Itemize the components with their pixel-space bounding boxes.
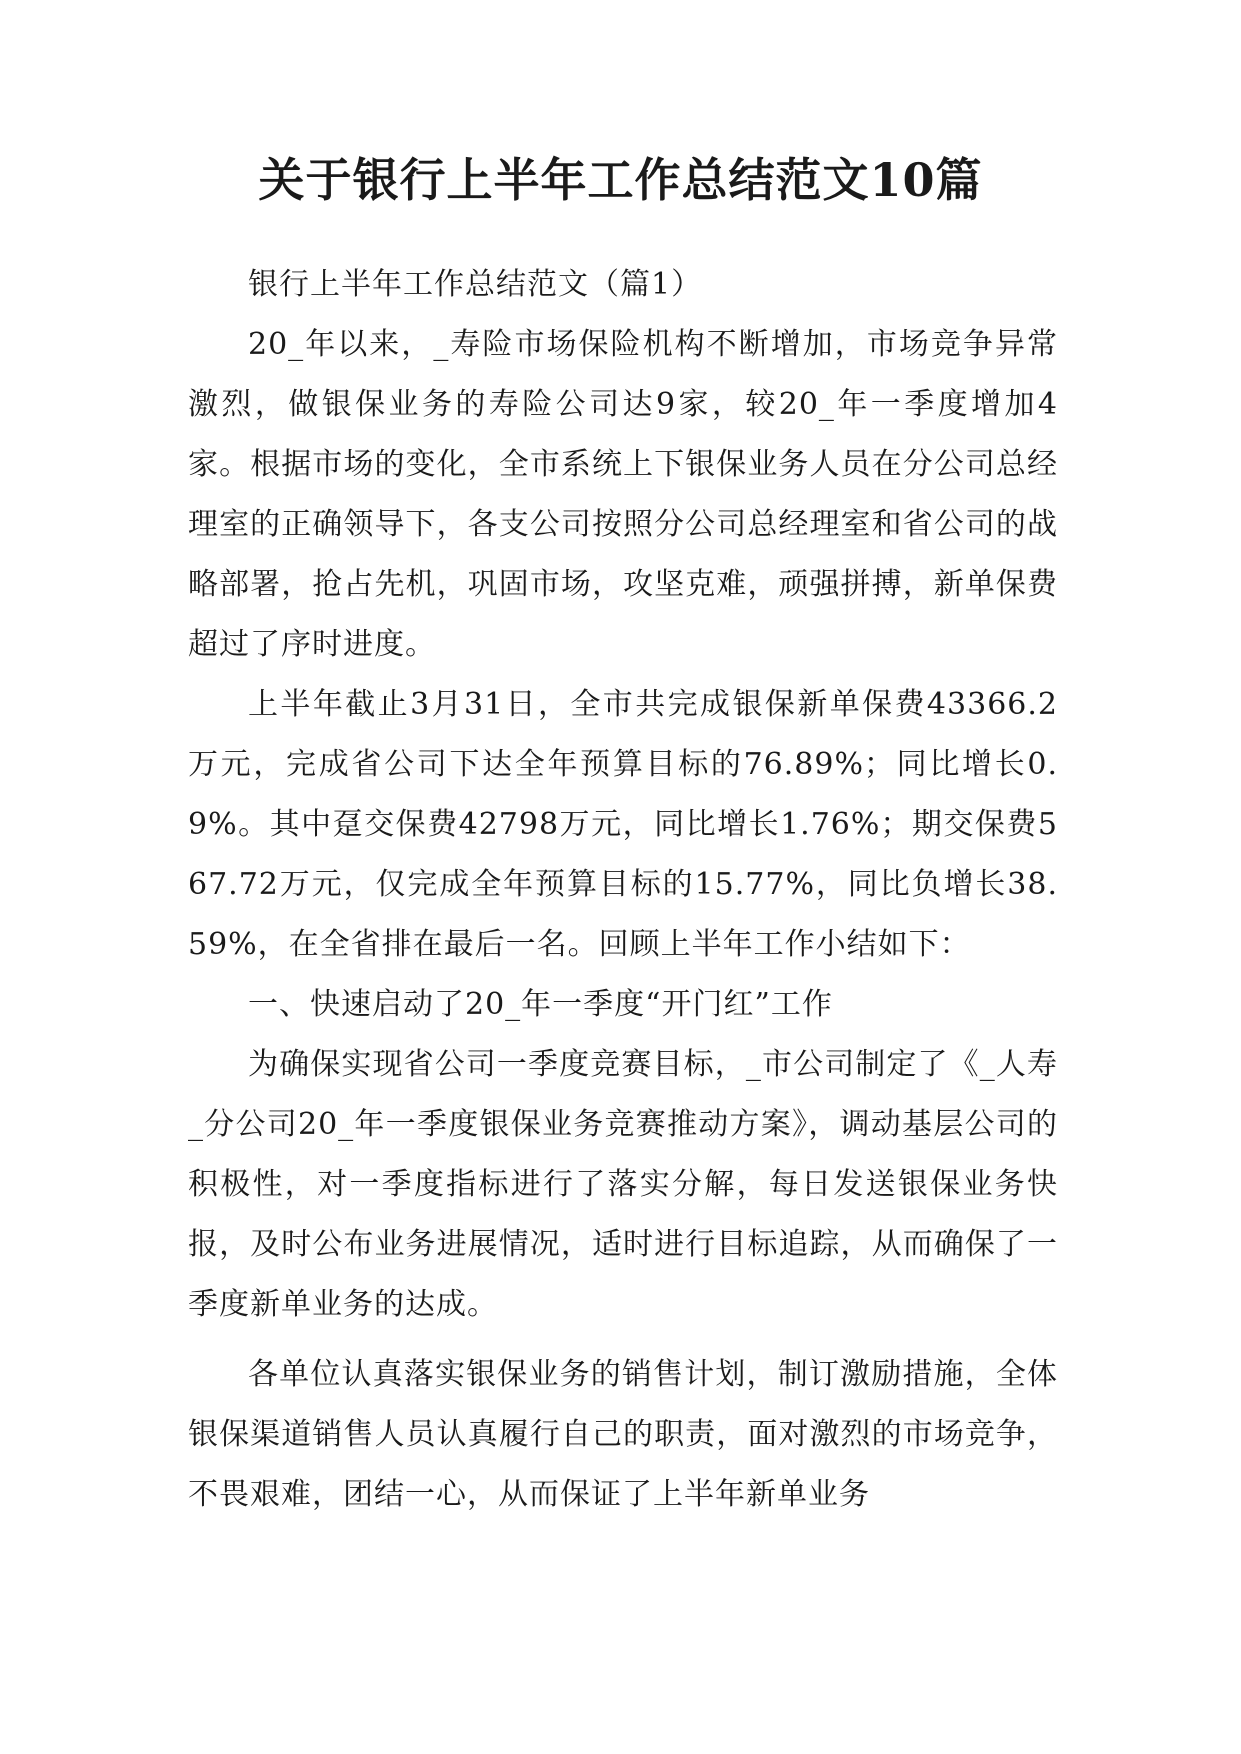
section-heading-article-1: 银行上半年工作总结范文（篇1） [248, 267, 703, 302]
section-heading-1: 一、快速启动了20_年一季度“开门红”工作 [248, 987, 833, 1022]
body-paragraph-1: 20_年以来，_寿险市场保险机构不断增加，市场竞争异常激烈，做银保业务的寿险公司达9家，较20_年一季度增加4家。根据市场的变化，全市系统上下银保业务人员在分公司总经理室的正确领导下，各支公司按照分公司总经理室和省公司的战略部署，抢占先机，巩固市场，攻坚克难，顽强拼搏，新单保费超过了序时进度。 [188, 327, 1058, 662]
document-body [188, 255, 1058, 1525]
body-paragraph-4: 各单位认真落实银保业务的销售计划，制订激励措施，全体银保渠道销售人员认真履行自己的职责，面对激烈的市场竞争，不畏艰难，团结一心，从而保证了上半年新单业务 [188, 1357, 1058, 1512]
body-paragraph-3: 为确保实现省公司一季度竞赛目标，_市公司制定了《_人寿_分公司20_年一季度银保业务竞赛推动方案》，调动基层公司的积极性，对一季度指标进行了落实分解，每日发送银保业务快报，及时公布业务进展情况，适时进行目标追踪，从而确保了一季度新单业务的达成。 [188, 1047, 1058, 1322]
body-paragraph-2: 上半年截止3月31日，全市共完成银保新单保费43366.2万元，完成省公司下达全年预算目标的76.89%；同比增长0.9%。其中趸交保费42798万元，同比增长1.76%；期交保费567.72万元，仅完成全年预算目标的15.77%，同比负增长38.59%，在全省排在最后一名。回顾上半年工作小结如下： [188, 687, 1058, 962]
document-title: 关于银行上半年工作总结范文10篇 [258, 153, 983, 207]
